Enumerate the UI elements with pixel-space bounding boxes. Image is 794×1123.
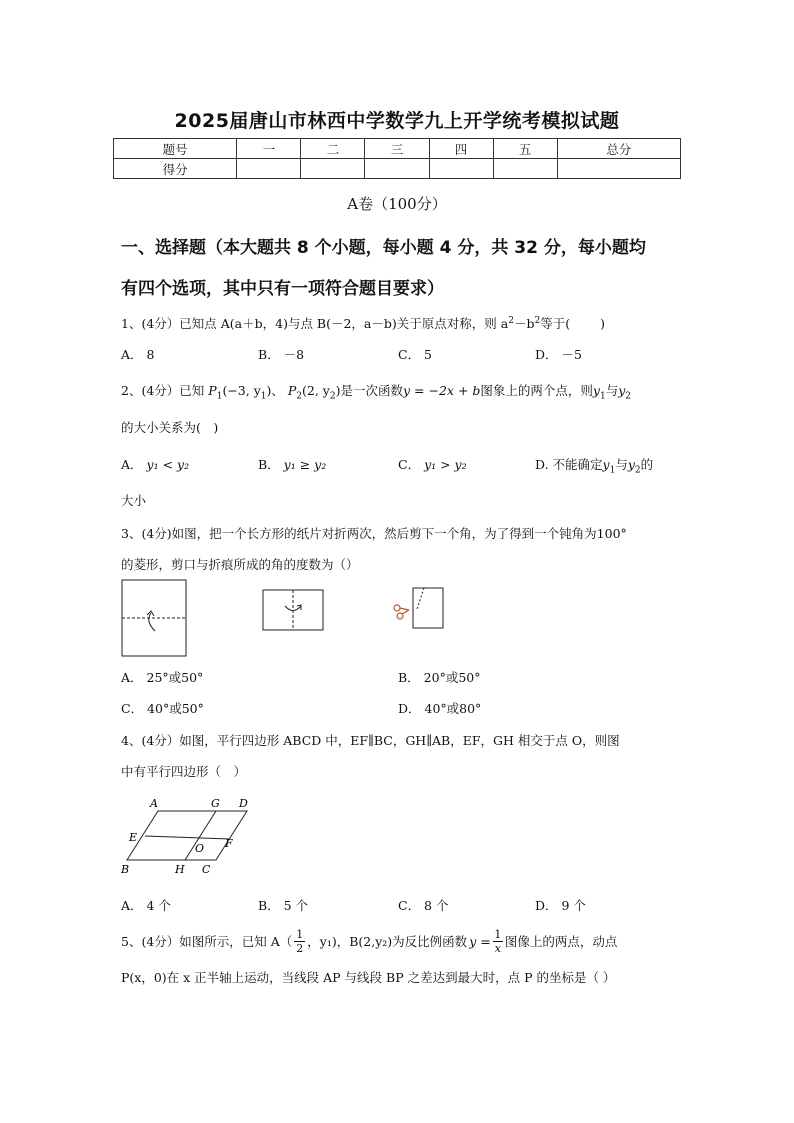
section-heading-line2: 有四个选项，其中只有一项符合题目要求） [121, 279, 444, 299]
cut-line [417, 588, 424, 609]
q1-option-a[interactable]: A． 8 [121, 347, 155, 362]
q2-option-a[interactable]: A． y₁ < y₂ [121, 457, 190, 472]
score-input-cell[interactable] [365, 159, 429, 179]
score-cell: 二 [301, 139, 365, 159]
line-ef [145, 836, 230, 839]
question-5-line1: 5、(4分）如图所示，已知 A（ 1 2 ，y₁)，B(2,y₂)为反比例函数 y = $\frac{1}{x}$ 图像上的两点，动点 [121, 927, 618, 955]
parallelogram-abcd [127, 811, 247, 860]
score-cell: 总分 [557, 139, 680, 159]
question-3-line1: 3、(4分)如图，把一个长方形的纸片对折两次，然后剪下一个角，为了得到一个钝角为100° [121, 526, 627, 541]
score-table-row [114, 159, 681, 179]
score-cell: 五 [493, 139, 557, 159]
section-heading-line1: 一、选择题（本大题共 8 个小题，每小题 4 分，共 32 分，每小题均 [121, 238, 646, 258]
label-h: H [175, 863, 185, 876]
fraction-one-over-x: $\frac{1}{x}$ [494, 927, 502, 955]
q1-option-d[interactable]: D． －5 [535, 347, 582, 362]
label-b: B [121, 863, 130, 876]
label-g: G [211, 797, 220, 810]
score-table-header-row [114, 139, 681, 159]
score-input-cell[interactable] [237, 159, 301, 179]
score-cell: 题号 [114, 139, 237, 159]
q3-option-c[interactable]: C． 40°或50° [121, 701, 204, 716]
label-d: D [239, 797, 248, 810]
q4-option-a[interactable]: A． 4 个 [121, 898, 171, 913]
scissors-icon [394, 605, 409, 619]
exam-title: 2025届唐山市林西中学数学九上开学统考模拟试题 [174, 110, 620, 132]
q2-option-d[interactable]: D. 不能确定$y_1$与$y_2$的 [535, 457, 654, 476]
question-2-line1: 2、(4分）已知 $P_1(-3$, $y_1$)、 $P_2(2$, $y_2$)是一次函数y = −2x + b图象上的两个点，则$y_1$与$y_2$ [121, 383, 632, 402]
q2-option-c[interactable]: C． y₁ > y₂ [398, 457, 467, 472]
question-4-line1: 4、(4分）如图，平行四边形 ABCD 中，EF∥BC，GH∥AB，EF，GH 相交于点 O，则图 [121, 733, 620, 748]
parallelogram-figure [115, 794, 265, 878]
score-input-cell[interactable] [493, 159, 557, 179]
label-e: E [129, 831, 138, 844]
score-input-cell[interactable] [557, 159, 680, 179]
q4-option-c[interactable]: C． 8 个 [398, 898, 449, 913]
volume-heading: A卷（100分） [347, 195, 447, 213]
question-2-line2: 的大小关系为( ) [121, 420, 219, 435]
score-input-cell[interactable] [301, 159, 365, 179]
score-cell: 三 [365, 139, 429, 159]
q4-option-d[interactable]: D． 9 个 [535, 898, 586, 913]
q3-option-d[interactable]: D． 40°或80° [398, 701, 482, 716]
question-1: 1、(4分）已知点 A(a＋b，4)与点 B(－2，a－b)关于原点对称，则 $a^2-b^2$等于( ) [121, 315, 605, 331]
q1-option-c[interactable]: C． 5 [398, 347, 432, 362]
label-c: C [202, 863, 211, 876]
score-table [113, 138, 681, 179]
fraction-one-half: 1 2 [296, 927, 304, 955]
q3-option-b[interactable]: B． 20°或50° [398, 670, 481, 685]
q4-option-b[interactable]: B． 5 个 [258, 898, 309, 913]
q2-option-b[interactable]: B． y₁ ≥ y₂ [258, 457, 327, 472]
label-o: O [195, 842, 205, 855]
label-f: F [225, 837, 233, 850]
score-input-cell[interactable] [429, 159, 493, 179]
score-cell: 一 [237, 139, 301, 159]
q3-option-a[interactable]: A． 25°或50° [121, 670, 204, 685]
q1-option-b[interactable]: B． －8 [258, 347, 305, 362]
question-4-line2: 中有平行四边形（ ） [121, 764, 247, 779]
label-a: A [150, 797, 158, 810]
paper-fold-figure [115, 575, 455, 661]
question-3-line2: 的菱形，剪口与折痕所成的角的度数为（） [121, 557, 359, 572]
score-row-label: 得分 [114, 159, 237, 179]
q2-option-d-continued: 大小 [121, 493, 147, 508]
score-cell: 四 [429, 139, 493, 159]
question-5-line2: P(x，0)在 x 正半轴上运动，当线段 AP 与线段 BP 之差达到最大时，点 P 的坐标是（ ） [121, 970, 616, 985]
